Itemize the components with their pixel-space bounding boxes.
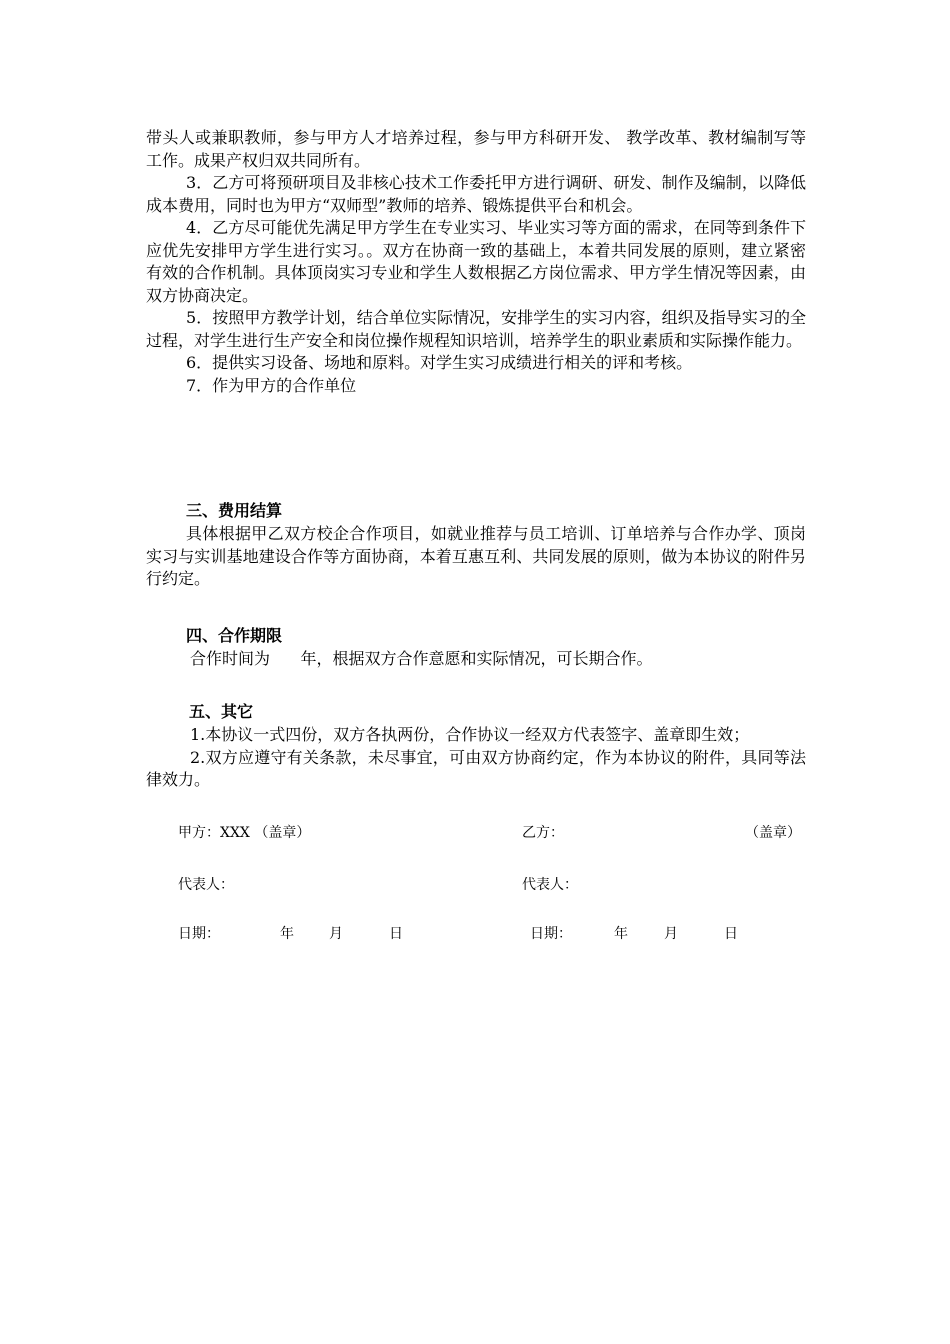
party-a-date-day: 日: [389, 926, 403, 942]
section-5-body: [146, 724, 806, 792]
paragraph-2-continued: 带头人或兼职教师，参与甲方人才培养过程，参与甲方科研开发、 教学改革、教材编制写等工作。成果产权归双共同所有。: [146, 128, 806, 170]
paragraph-4: 4．乙方尽可能优先满足甲方学生在专业实习、毕业实习等方面的需求，在同等到条件下应优先安排甲方学生进行实习。。双方在协商一致的基础上，本着共同发展的原则，建立紧密有效的合作机制。具体顶岗实习专业和学生人数根据乙方岗位需求、甲方学生情况等因素，由双方协商决定。: [146, 218, 806, 305]
party-a-representative: 代表人：: [178, 877, 234, 893]
section-3-body: [146, 523, 806, 591]
section-5-item-2: 2.双方应遵守有关条款，未尽事宜，可由双方协商约定，作为本协议的附件，具同等法律效力。: [146, 747, 806, 789]
section-4-heading: 四、合作期限: [186, 626, 283, 645]
section-4-paragraph: 合作时间为 年，根据双方合作意愿和实际情况，可长期合作。: [190, 649, 653, 668]
paragraph-6: 6．提供实习设备、场地和原料。对学生实习成绩进行相关的评和考核。: [186, 353, 693, 372]
party-a-seal-line: 甲方：XXX （盖章）: [178, 825, 311, 841]
section-5-heading: 五、其它: [189, 702, 254, 721]
paragraph-7: 7．作为甲方的合作单位: [186, 375, 357, 395]
party-b-label: 乙方：: [522, 825, 564, 841]
party-a-date-month: 月: [329, 926, 343, 942]
party-b-representative: 代表人：: [522, 877, 578, 893]
section-5-item-1: 1.本协议一式四份，双方各执两份，合作协议一经双方代表签字、盖章即生效；: [190, 725, 750, 744]
section-4-body: [146, 648, 806, 671]
party-b-date-month: 月: [664, 926, 678, 942]
paragraph-5: 5．按照甲方教学计划，结合单位实际情况，安排学生的实习内容，组织及指导实习的全过程，对学生进行生产安全和岗位操作规程知识培训，培养学生的职业素质和实际操作能力。: [146, 308, 806, 350]
party-b-date-day: 日: [724, 926, 738, 942]
party-a-date-label: 日期：: [178, 926, 220, 942]
party-b-date-year: 年: [614, 926, 628, 942]
section-2-continuation: [146, 127, 806, 397]
paragraph-3: 3．乙方可将预研项目及非核心技术工作委托甲方进行调研、研发、制作及编制，以降低成本费用，同时也为甲方“双师型”教师的培养、锻炼提供平台和机会。: [146, 173, 806, 215]
section-3-heading: 三、费用结算: [186, 501, 283, 520]
party-b-seal: （盖章）: [745, 825, 801, 841]
party-a-date-year: 年: [280, 926, 294, 942]
section-3-paragraph: 具体根据甲乙双方校企合作项目，如就业推荐与员工培训、订单培养与合作办学、顶岗实习与实训基地建设合作等方面协商，本着互惠互利、共同发展的原则，做为本协议的附件另行约定。: [146, 524, 806, 588]
party-b-date-label: 日期：: [530, 926, 572, 942]
